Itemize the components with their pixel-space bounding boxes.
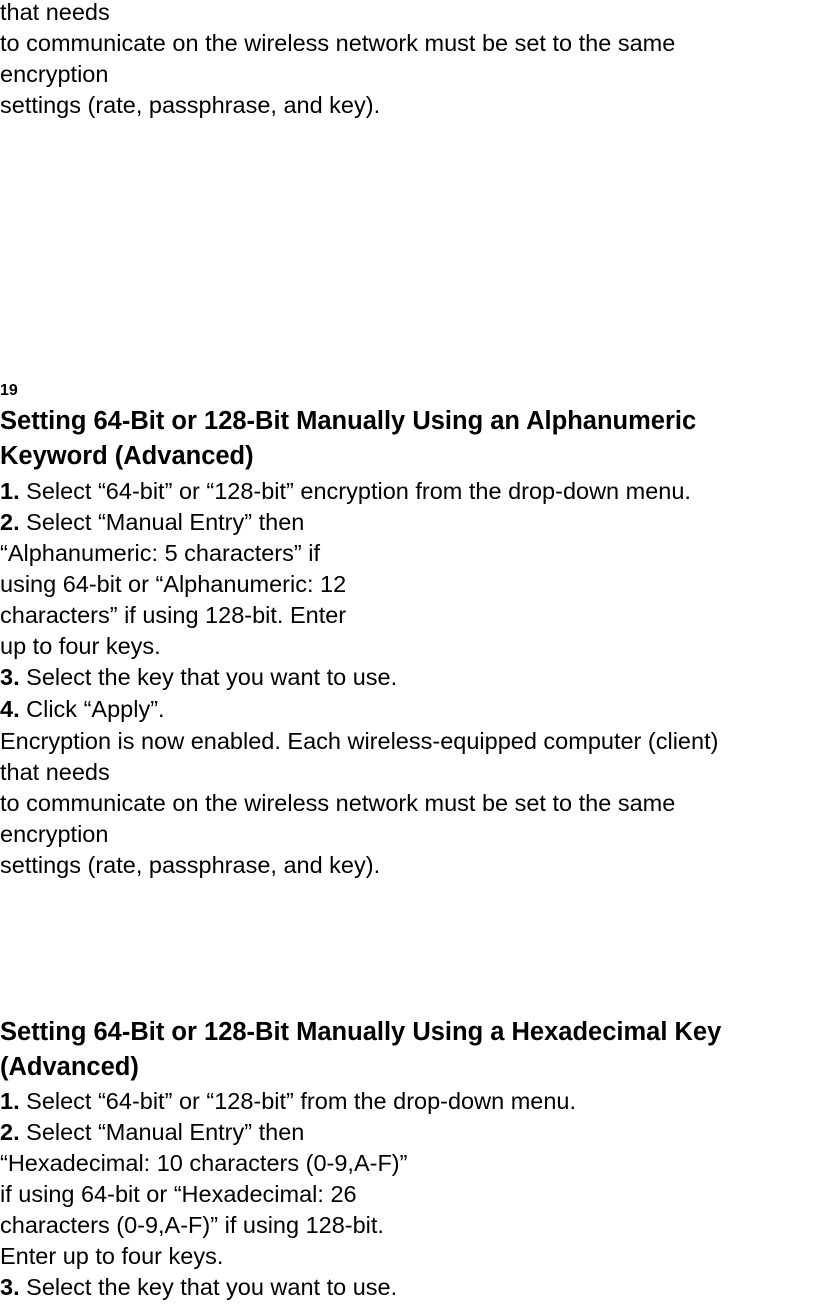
step-text: Select “64-bit” or “128-bit” from the drop-down menu. xyxy=(19,1088,577,1114)
closing-line: encryption xyxy=(0,821,109,847)
step-text: Select the key that you want to use. xyxy=(19,664,398,690)
closing-line: to communicate on the wireless network must be set to the same xyxy=(0,790,676,816)
section-heading: Keyword (Advanced) xyxy=(0,442,254,470)
step-line xyxy=(0,1272,397,1302)
step-line xyxy=(0,507,304,537)
step-number: 1. xyxy=(0,478,20,504)
step-text: if using 64-bit or “Hexadecimal: 26 xyxy=(0,1181,357,1207)
step-text: using 64-bit or “Alphanumeric: 12 xyxy=(0,571,347,597)
step-text: Click “Apply”. xyxy=(19,696,165,722)
section-heading: Setting 64-Bit or 128-Bit Manually Using a Hexadecimal Key xyxy=(0,1018,722,1046)
step-text: “Alphanumeric: 5 characters” if xyxy=(0,540,320,566)
closing-line: that needs xyxy=(0,759,110,785)
step-text: “Hexadecimal: 10 characters (0-9,A-F)” xyxy=(0,1150,408,1176)
step-line xyxy=(0,631,161,661)
step-line xyxy=(0,1148,407,1178)
page-number: 19 xyxy=(0,382,18,399)
step-line xyxy=(0,569,346,599)
step-line xyxy=(0,694,165,724)
step-line xyxy=(0,1241,223,1271)
step-number: 3. xyxy=(0,1274,20,1300)
step-text: Select the key that you want to use. xyxy=(19,1274,398,1300)
top-fragment-line: to communicate on the wireless network must be set to the same xyxy=(0,30,676,56)
step-text: up to four keys. xyxy=(0,633,161,659)
step-line xyxy=(0,600,346,630)
top-fragment-line: encryption xyxy=(0,61,109,87)
step-line xyxy=(0,476,691,506)
step-line xyxy=(0,538,320,568)
section-heading: Setting 64-Bit or 128-Bit Manually Using an Alphanumeric xyxy=(0,407,697,435)
step-line xyxy=(0,1117,304,1147)
step-text: characters (0-9,A-F)” if using 128-bit. xyxy=(0,1212,384,1238)
closing-line: Encryption is now enabled. Each wireless-equipped computer (client) xyxy=(0,728,719,754)
closing-line: settings (rate, passphrase, and key). xyxy=(0,852,381,878)
step-text: Select “64-bit” or “128-bit” encryption from the drop-down menu. xyxy=(19,478,691,504)
step-text: Select “Manual Entry” then xyxy=(19,1119,305,1145)
step-number: 1. xyxy=(0,1088,20,1114)
step-line xyxy=(0,1086,576,1116)
top-fragment-line: that needs xyxy=(0,0,110,25)
step-text: Enter up to four keys. xyxy=(0,1243,224,1269)
step-number: 2. xyxy=(0,509,20,535)
section-heading: (Advanced) xyxy=(0,1053,139,1081)
step-number: 3. xyxy=(0,664,20,690)
step-line xyxy=(0,1179,357,1209)
step-text: characters” if using 128-bit. Enter xyxy=(0,602,347,628)
top-fragment-line: settings (rate, passphrase, and key). xyxy=(0,92,381,118)
step-number: 2. xyxy=(0,1119,20,1145)
step-text: Select “Manual Entry” then xyxy=(19,509,305,535)
step-line xyxy=(0,1210,384,1240)
step-number: 4. xyxy=(0,696,20,722)
step-line xyxy=(0,662,397,692)
